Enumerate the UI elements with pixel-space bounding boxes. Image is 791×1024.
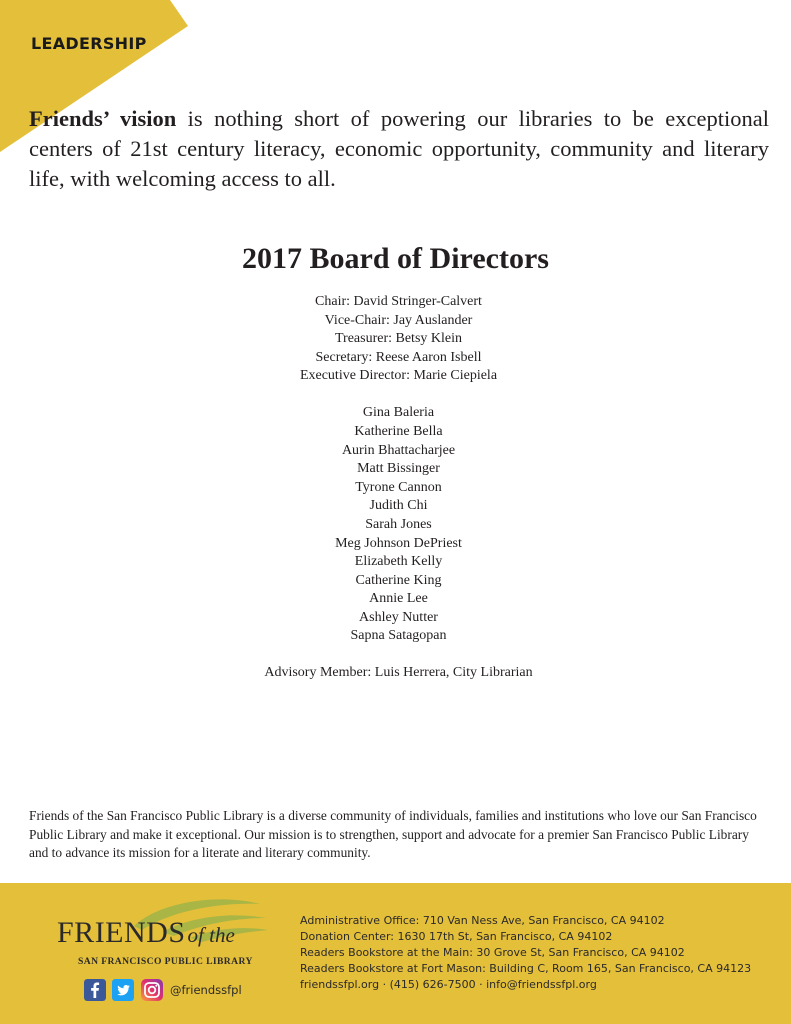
board-member: Catherine King — [355, 572, 442, 588]
contact-bookstore-main: Readers Bookstore at the Main: 30 Grove St, San Francisco, CA 94102 — [300, 946, 685, 959]
officer-secretary: Secretary: Reese Aaron Isbell — [315, 349, 482, 365]
board-member: Katherine Bella — [354, 423, 443, 439]
logo-of-the: of the — [187, 923, 235, 947]
logo-subtitle: SAN FRANCISCO PUBLIC LIBRARY — [78, 956, 253, 967]
board-member: Meg Johnson DePriest — [335, 535, 462, 551]
footer — [0, 883, 791, 1024]
twitter-icon[interactable] — [112, 979, 134, 1001]
contact-info — [300, 913, 751, 993]
contact-admin-office: Administrative Office: 710 Van Ness Ave, San Francisco, CA 94102 — [300, 914, 665, 927]
vision-lead: Friends’ vision — [29, 106, 177, 131]
board-member: Matt Bissinger — [357, 461, 440, 477]
officer-vice-chair: Vice-Chair: Jay Auslander — [324, 312, 473, 328]
facebook-icon[interactable] — [84, 979, 106, 1001]
board-member: Elizabeth Kelly — [354, 554, 443, 570]
social-handle[interactable]: @friendssfpl — [170, 983, 242, 997]
advisory-member: Advisory Member: Luis Herrera, City Librarian — [264, 665, 533, 681]
mission-statement: Friends of the San Francisco Public Library is a diverse community of individuals, families and institutions who love our San Francisco Public Library and make it exceptional. Our mission is to strengthen, support and advocate for a premier San Francisco Public Library and to advance its mission for a literate and literary community. — [29, 808, 757, 860]
board-member: Ashley Nutter — [359, 609, 438, 625]
instagram-icon[interactable] — [141, 979, 163, 1001]
vision-rest: is nothing short of powering our libraries to be exceptional centers of 21st century literacy, economic opportunity, community and literary life, with welcoming access to all. — [29, 106, 769, 191]
officer-chair: Chair: David Stringer-Calvert — [315, 294, 482, 309]
vision-statement — [29, 104, 769, 194]
board-roster — [0, 293, 791, 683]
board-member: Aurin Bhattacharjee — [341, 442, 456, 458]
board-member: Annie Lee — [369, 591, 428, 607]
board-member: Judith Chi — [369, 498, 428, 514]
board-member: Tyrone Cannon — [355, 479, 442, 495]
logo-friends: FRIENDS — [57, 916, 186, 949]
board-member: Sarah Jones — [365, 516, 432, 532]
contact-web-phone-email[interactable]: friendssfpl.org · (415) 626-7500 · info@friendssfpl.org — [300, 978, 597, 991]
contact-donation-center: Donation Center: 1630 17th St, San Francisco, CA 94102 — [300, 930, 613, 943]
section-label: LEADERSHIP — [31, 34, 147, 53]
officer-executive-director: Executive Director: Marie Ciepiela — [299, 368, 498, 384]
board-member: Sapna Satagopan — [350, 628, 447, 644]
board-title: 2017 Board of Directors — [242, 242, 549, 275]
board-member: Gina Baleria — [362, 405, 435, 421]
officer-treasurer: Treasurer: Betsy Klein — [334, 331, 463, 347]
logo-wordmark[interactable] — [57, 916, 235, 950]
contact-bookstore-fort-mason: Readers Bookstore at Fort Mason: Building C, Room 165, San Francisco, CA 94123 — [300, 962, 752, 975]
